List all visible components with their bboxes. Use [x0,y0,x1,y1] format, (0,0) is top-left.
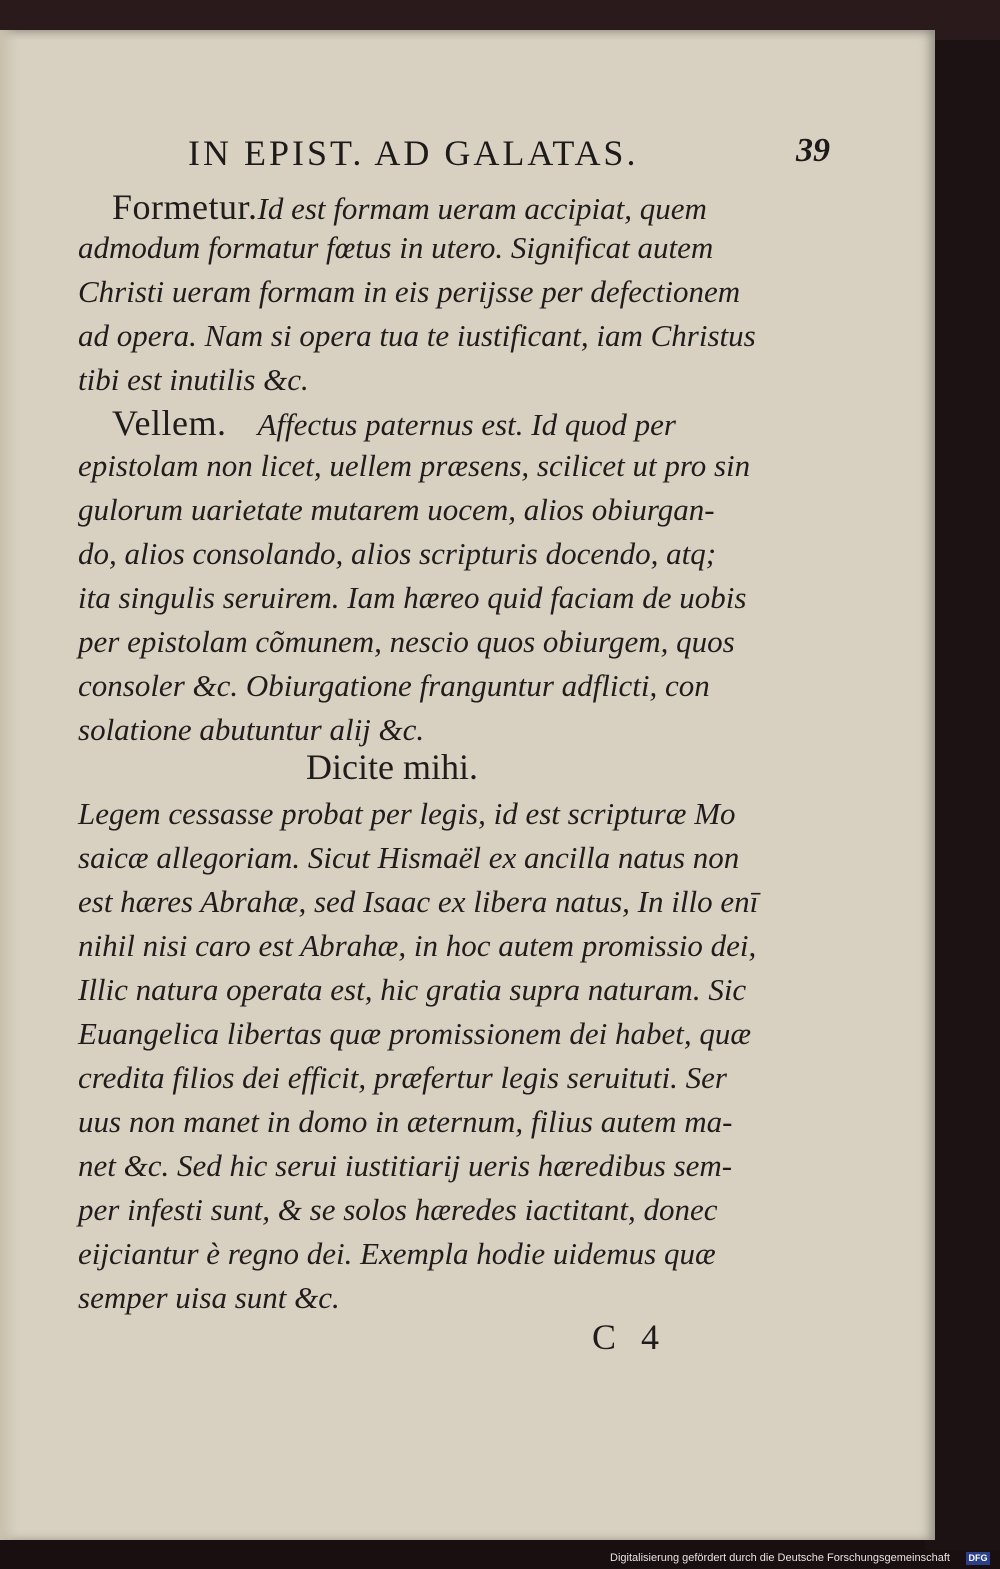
paragraph2-line-2: epistolam non licet, uellem præsens, scilicet ut pro sin [78,448,751,483]
signature-mark: C 4 [592,1317,668,1357]
paragraph3-line-1: Legem cessasse probat per legis, id est scripturæ Mo [78,796,736,831]
paragraph3-line-11: eijciantur è regno dei. Exempla hodie uidemus quæ [78,1236,716,1271]
paragraph3-line-7: credita filios dei efficit, præfertur legis seruituti. Ser [78,1060,727,1095]
paragraph1-line-1 [112,186,707,228]
paragraph2-line-5: ita singulis seruirem. Iam hæreo quid faciam de uobis [78,580,747,615]
paragraph3-line-4: nihil nisi caro est Abrahæ, in hoc autem promissio dei, [78,928,757,963]
page-number: 39 [796,132,830,169]
page-gutter-shadow [0,30,18,1540]
paragraph1-line-4: ad opera. Nam si opera tua te iustificant, iam Christus [78,318,756,353]
paragraph2-line-1-text: Affectus paternus est. Id quod per [257,407,676,442]
paragraph3-line-6: Euangelica libertas quæ promissionem dei habet, quæ [78,1016,752,1051]
paragraph1-line-2: admodum formatur fœtus in utero. Significat autem [78,230,714,265]
paragraph2-line-6: per epistolam cõmunem, nescio quos obiurgem, quos [78,624,735,659]
paragraph1-line-3: Christi ueram formam in eis perijsse per defectionem [78,274,741,309]
paragraph3-line-2: saicæ allegoriam. Sicut Hismaël ex ancilla natus non [78,840,740,875]
paragraph1-line-5: tibi est inutilis &c. [78,362,309,397]
paragraph3-line-9: net &c. Sed hic serui iustitiarij ueris hæredibus sem- [78,1148,733,1183]
running-title: IN EPIST. AD GALATAS. [188,133,639,173]
paragraph3-line-5: Illic natura operata est, hic gratia supra naturam. Sic [78,972,747,1007]
paragraph2-line-7: consoler &c. Obiurgatione franguntur adflicti, con [78,668,710,703]
paragraph1-line-1-text: Id est formam ueram accipiat, quem [257,191,707,226]
paragraph2-line-4: do, alios consolando, alios scripturis docendo, atq; [78,536,717,571]
paragraph3-line-10: per infesti sunt, & se solos hæredes iactitant, donec [78,1192,718,1227]
dfg-logo: DFG [966,1552,990,1565]
paragraph3-line-3: est hæres Abrahæ, sed Isaac ex libera natus, In illo enī [78,884,759,919]
paragraph3-line-12: semper uisa sunt &c. [78,1280,340,1315]
paragraph3-line-8: uus non manet in domo in æternum, filius autem ma- [78,1104,733,1139]
lead-word-formetur: Formetur. [112,187,258,227]
lead-word-vellem: Vellem. [112,403,227,443]
paragraph2-line-8: solatione abutuntur alij &c. [78,712,425,747]
scan-background-right [925,40,1000,1550]
paragraph2-line-1 [112,402,676,444]
section-heading-dicite-mihi: Dicite mihi. [306,747,478,787]
funding-credit: Digitalisierung gefördert durch die Deutsche Forschungsgemeinschaft [610,1552,950,1564]
paragraph2-line-3: gulorum uarietate mutarem uocem, alios obiurgan- [78,492,715,527]
